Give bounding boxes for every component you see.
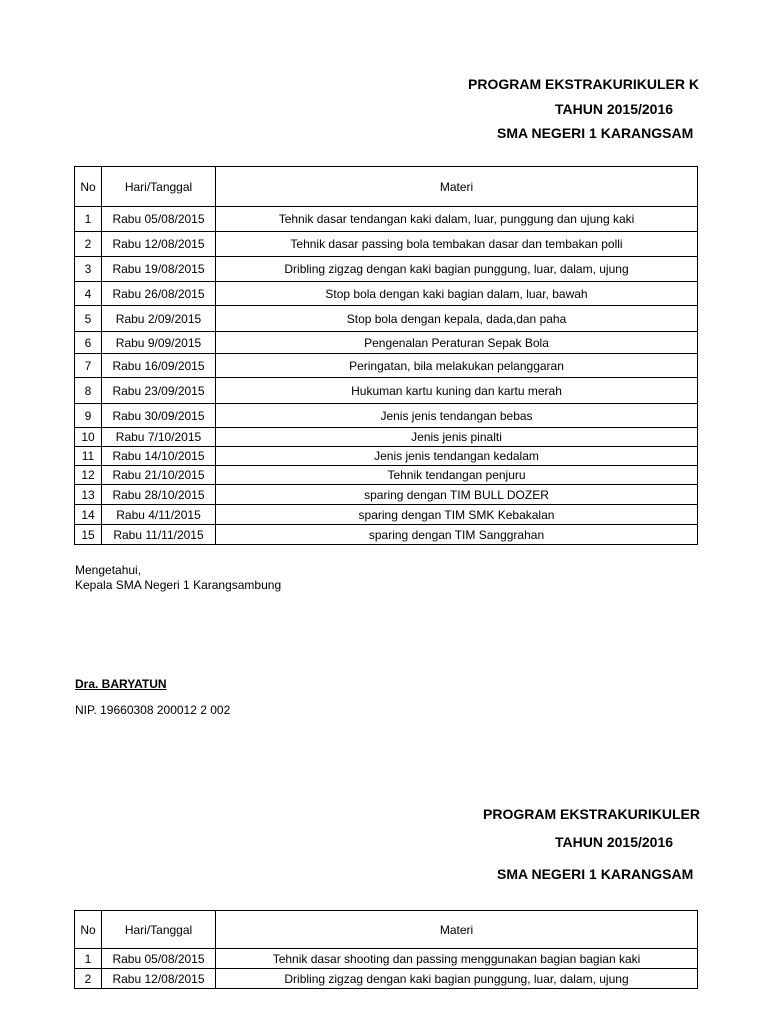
table-row (75, 525, 698, 545)
row-no: 9 (75, 404, 102, 428)
row-material: Tehnik dasar tendangan kaki dalam, luar, punggung dan ujung kaki (216, 207, 698, 232)
row-no: 14 (75, 505, 102, 525)
header-date: Hari/Tanggal (102, 167, 216, 207)
page1-title-line1: PROGRAM EKSTRAKURIKULER K (468, 76, 699, 92)
row-date: Rabu 19/08/2015 (102, 257, 216, 282)
page2-title-line3: SMA NEGERI 1 KARANGSAM (497, 866, 694, 882)
row-date: Rabu 12/08/2015 (102, 232, 216, 257)
row-no: 13 (75, 485, 102, 505)
row-no: 3 (75, 257, 102, 282)
table-row (75, 378, 698, 404)
principal-position: Kepala SMA Negeri 1 Karangsambung (75, 578, 282, 592)
row-date: Rabu 14/10/2015 (102, 447, 216, 466)
row-date: Rabu 05/08/2015 (102, 949, 216, 969)
table-row (75, 282, 698, 306)
row-material: Dribling zigzag dengan kaki bagian punggung, luar, dalam, ujung (216, 257, 698, 282)
page2-title-line1: PROGRAM EKSTRAKURIKULER (483, 806, 700, 822)
row-material: Tehnik dasar passing bola tembakan dasar dan tembakan polli (216, 232, 698, 257)
row-no: 12 (75, 466, 102, 485)
row-no: 1 (75, 949, 102, 969)
table-row (75, 354, 698, 378)
signer-nip: NIP. 19660308 200012 2 002 (75, 703, 231, 717)
row-no: 8 (75, 378, 102, 404)
row-no: 4 (75, 282, 102, 306)
row-no: 2 (75, 232, 102, 257)
acknowledged-label: Mengetahui, (75, 563, 142, 577)
table-row (75, 232, 698, 257)
row-date: Rabu 30/09/2015 (102, 404, 216, 428)
row-material: Tehnik dasar shooting dan passing menggunakan bagian bagian kaki (216, 949, 698, 969)
schedule-table-1 (74, 166, 698, 545)
row-date: Rabu 28/10/2015 (102, 485, 216, 505)
row-no: 1 (75, 207, 102, 232)
table-row (75, 404, 698, 428)
row-no: 2 (75, 969, 102, 989)
row-no: 10 (75, 428, 102, 447)
row-date: Rabu 12/08/2015 (102, 969, 216, 989)
signer-name: Dra. BARYATUN (75, 677, 167, 691)
schedule-table-2 (74, 910, 698, 989)
header-date: Hari/Tanggal (102, 911, 216, 949)
header-material: Materi (216, 167, 698, 207)
row-date: Rabu 4/11/2015 (102, 505, 216, 525)
row-material: Jenis jenis tendangan kedalam (216, 447, 698, 466)
row-material: Pengenalan Peraturan Sepak Bola (216, 332, 698, 354)
row-no: 5 (75, 306, 102, 332)
row-material: Jenis jenis tendangan bebas (216, 404, 698, 428)
table-row (75, 485, 698, 505)
page1-title-line3: SMA NEGERI 1 KARANGSAM (497, 125, 694, 141)
row-material: sparing dengan TIM SMK Kebakalan (216, 505, 698, 525)
table-row (75, 207, 698, 232)
row-material: Hukuman kartu kuning dan kartu merah (216, 378, 698, 404)
row-date: Rabu 9/09/2015 (102, 332, 216, 354)
row-date: Rabu 26/08/2015 (102, 282, 216, 306)
row-no: 15 (75, 525, 102, 545)
row-date: Rabu 2/09/2015 (102, 306, 216, 332)
header-no: No (75, 167, 102, 207)
header-material: Materi (216, 911, 698, 949)
row-date: Rabu 7/10/2015 (102, 428, 216, 447)
table-row (75, 306, 698, 332)
table-row (75, 949, 698, 969)
row-material: Jenis jenis pinalti (216, 428, 698, 447)
page1-title-line2: TAHUN 2015/2016 (555, 101, 674, 117)
table-header-row (75, 911, 698, 949)
row-material: Peringatan, bila melakukan pelanggaran (216, 354, 698, 378)
row-no: 6 (75, 332, 102, 354)
row-date: Rabu 11/11/2015 (102, 525, 216, 545)
row-no: 7 (75, 354, 102, 378)
row-date: Rabu 16/09/2015 (102, 354, 216, 378)
table-row (75, 257, 698, 282)
header-no: No (75, 911, 102, 949)
row-material: Stop bola dengan kepala, dada,dan paha (216, 306, 698, 332)
row-material: Stop bola dengan kaki bagian dalam, luar, bawah (216, 282, 698, 306)
table-header-row (75, 167, 698, 207)
row-date: Rabu 05/08/2015 (102, 207, 216, 232)
row-date: Rabu 21/10/2015 (102, 466, 216, 485)
row-no: 11 (75, 447, 102, 466)
row-date: Rabu 23/09/2015 (102, 378, 216, 404)
page2-title-line2: TAHUN 2015/2016 (555, 834, 674, 850)
table-row (75, 428, 698, 447)
table-row (75, 332, 698, 354)
row-material: sparing dengan TIM BULL DOZER (216, 485, 698, 505)
row-material: Tehnik tendangan penjuru (216, 466, 698, 485)
table-row (75, 505, 698, 525)
row-material: Dribling zigzag dengan kaki bagian punggung, luar, dalam, ujung (216, 969, 698, 989)
row-material: sparing dengan TIM Sanggrahan (216, 525, 698, 545)
table-row (75, 466, 698, 485)
table-row (75, 969, 698, 989)
table-row (75, 447, 698, 466)
